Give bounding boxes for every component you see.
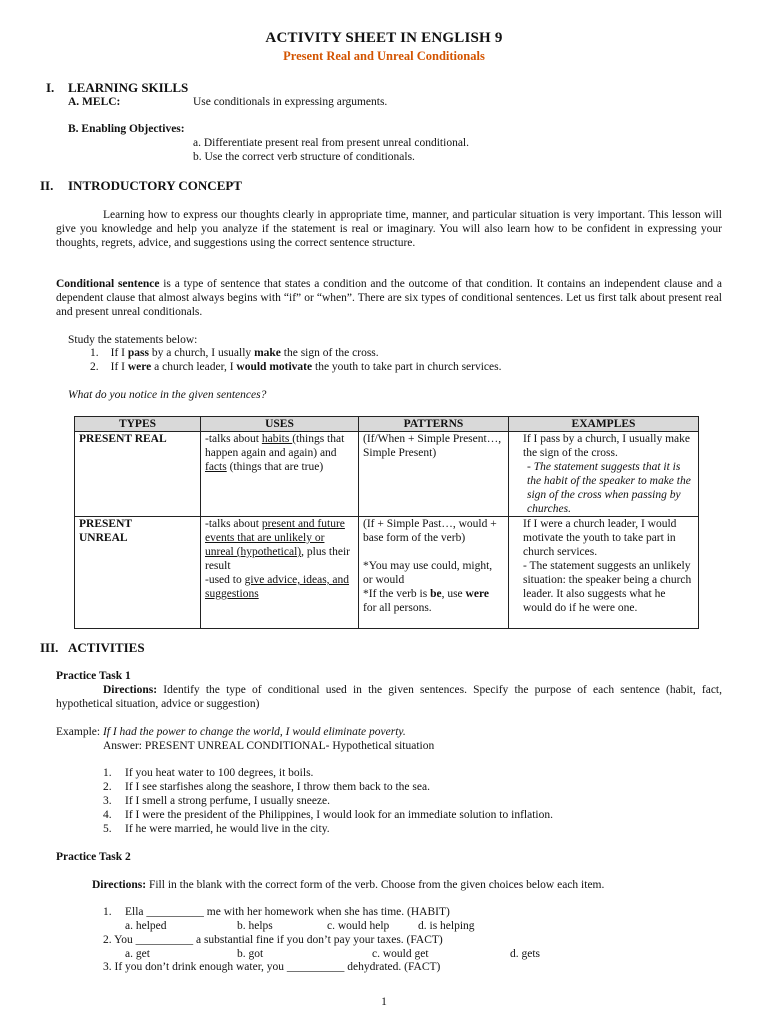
task-1-directions-label: Directions: [103, 684, 158, 696]
statement-1 [90, 346, 379, 360]
header-types: TYPES [75, 417, 201, 432]
task-2-directions [92, 878, 604, 892]
were-note-e: for all persons. [363, 602, 432, 614]
task-2-directions-text: Fill in the blank with the correct form of the verb. Choose from the given choices below each item. [146, 879, 605, 891]
uses-unreal-text-c: , plus their result [205, 546, 350, 572]
statement-1-verb-pass: pass [127, 347, 149, 359]
task-1-item [103, 822, 330, 836]
question-2-choice-a: a. get [125, 948, 150, 960]
statement-2-part-c: a church leader, I [151, 361, 237, 373]
question-1-choice-d: d. is helping [418, 920, 475, 932]
page-subtitle: Present Real and Unreal Conditionals [283, 49, 485, 63]
uses-real-habits: habits [261, 433, 293, 445]
uses-real-text-e: (things that are true) [226, 461, 324, 473]
conditional-definition-paragraph [56, 277, 722, 319]
section-2-heading: INTRODUCTORY CONCEPT [68, 178, 242, 193]
question-3: 3. If you don’t drink enough water, you __________ dehydrated. (FACT) [103, 961, 441, 973]
section-1-number: I. [46, 80, 55, 95]
task-1-item [103, 766, 314, 780]
question-2-choice-c: c. would get [372, 948, 429, 960]
example-label: Example: [56, 726, 103, 738]
task-1-item-text: If I smell a strong perfume, I usually sneeze. [125, 795, 331, 807]
task-1-item-number: 5. [103, 823, 112, 835]
question-1-choice-b: b. helps [237, 920, 273, 932]
statement-2 [90, 360, 502, 374]
type-unreal-line-1: PRESENT [79, 518, 133, 530]
page-title: ACTIVITY SHEET IN ENGLISH 9 [265, 30, 503, 46]
task-1-title: Practice Task 1 [56, 670, 131, 682]
pattern-unreal-structure: (If + Simple Past…, would + base form of the verb) [363, 518, 497, 544]
header-patterns: PATTERNS [359, 417, 509, 432]
uses-real-text-c: (things that happen again and again) and [205, 433, 345, 459]
melc-text: Use conditionals in expressing arguments. [193, 96, 388, 108]
question-1-choice-a: a. helped [125, 920, 167, 932]
section-1-heading: LEARNING SKILLS [68, 80, 189, 95]
objectives-label: B. Enabling Objectives: [68, 123, 185, 135]
uses-present-real [201, 432, 359, 517]
task-1-item-number: 2. [103, 781, 112, 793]
were-note-c: , use [441, 588, 466, 600]
uses-real-text-a: -talks about [205, 433, 262, 445]
question-1-text: Ella __________ me with her homework when she has time. (HABIT) [125, 906, 450, 918]
example-unreal-explanation: - The statement suggests an unlikely situation: the speaker being a church leader. It also suggests what he would do if he were one. [523, 560, 692, 614]
task-2-title: Practice Task 2 [56, 851, 131, 863]
statement-2-number: 2. [90, 361, 99, 373]
statement-1-part-c: by a church, I usually [148, 347, 255, 359]
conditionals-table [74, 416, 699, 629]
uses-unreal-text-a: -talks about [205, 518, 262, 530]
section-3-heading: ACTIVITIES [68, 640, 145, 655]
task-1-item [103, 794, 331, 808]
task-2-directions-label: Directions: [92, 879, 147, 891]
statement-1-part-e: the sign of the cross. [280, 347, 379, 359]
example-unreal-sentence: If I were a church leader, I would motivate the youth to take part in church services. [523, 518, 677, 558]
statement-2-part-e: the youth to take part in church services. [312, 361, 502, 373]
conditional-definition-text: is a type of sentence that states a condition and the outcome of that condition. It contains an independent clause and a dependent clause that almost always begins with “if” or “when”. There are six types of conditional sentences. Let us first talk about present real and present unreal conditionals. [56, 278, 722, 318]
task-1-item-text: If he were married, he would live in the city. [125, 823, 330, 835]
task-1-item [103, 780, 430, 794]
task-1-item-text: If I see starfishes along the seashore, I throw them back to the sea. [125, 781, 430, 793]
statement-1-number: 1. [90, 347, 99, 359]
task-1-item-number: 1. [103, 767, 112, 779]
question-1-choice-c: c. would help [327, 920, 390, 932]
example-present-unreal [509, 517, 699, 629]
were-note-be: be [430, 588, 442, 600]
melc-label: A. MELC: [68, 96, 121, 108]
intro-paragraph: Learning how to express our thoughts clearly in appropriate time, manner, and particular situation is very important. This lesson will give you knowledge and help you analyze if the statement is real or imaginary. You will also learn how to be confident in expressing your thoughts, regrets, advice, and suggestions using the correct sentence structure. [56, 209, 722, 249]
uses-real-facts: facts [205, 461, 227, 473]
uses-unreal-events: present and future events that are unlikely or unreal (hypothetical) [205, 518, 345, 558]
header-examples: EXAMPLES [509, 417, 699, 432]
task-1-item [103, 808, 553, 822]
question-2-choice-b: b. got [237, 948, 264, 960]
conditional-sentence-term: Conditional sentence [56, 278, 160, 290]
statement-1-verb-make: make [254, 347, 281, 359]
table-header-row [75, 417, 699, 432]
example-present-real [509, 432, 699, 517]
pattern-present-unreal [359, 517, 509, 629]
table-row-present-real [75, 432, 699, 517]
uses-unreal-text-d: -used to [205, 574, 245, 586]
notice-question: What do you notice in the given sentences? [68, 389, 267, 401]
page-number: 1 [381, 996, 387, 1008]
objective-b: b. Use the correct verb structure of conditionals. [193, 151, 415, 163]
were-note-a: *If the verb is [363, 588, 431, 600]
type-present-unreal [75, 517, 201, 629]
task-1-directions-text: Identify the type of conditional used in the given sentences. Specify the purpose of each sentence (habit, fact, hypothetical situation, advice or suggestion) [56, 684, 722, 710]
question-2: 2. You __________ a substantial fine if you don’t pay your taxes. (FACT) [103, 934, 443, 946]
question-1 [103, 905, 450, 919]
statement-1-part-a: If I [110, 347, 128, 359]
section-3-number: III. [40, 640, 59, 655]
statement-2-verb-were: were [127, 361, 152, 373]
were-note-were: were [465, 588, 489, 600]
task-1-item-number: 3. [103, 795, 112, 807]
header-uses: USES [201, 417, 359, 432]
example-real-explanation: - The statement suggests that it is the habit of the speaker to make the sign of the cross when passing by churches. [527, 461, 691, 515]
section-2-number: II. [40, 178, 54, 193]
type-present-real: PRESENT REAL [75, 432, 201, 517]
task-1-item-number: 4. [103, 809, 112, 821]
statement-2-verb-would-motivate: would motivate [236, 361, 313, 373]
question-2-choice-d: d. gets [510, 948, 541, 960]
uses-present-unreal [201, 517, 359, 629]
task-1-directions [56, 683, 722, 711]
statement-2-part-a: If I [110, 361, 128, 373]
example-real-sentence: If I pass by a church, I usually make the sign of the cross. [523, 433, 691, 459]
pattern-unreal-were-note [363, 587, 504, 615]
uses-unreal-advice: give advice, ideas, and suggestions [205, 574, 350, 600]
study-intro: Study the statements below: [68, 334, 198, 346]
pattern-present-real: (If/When + Simple Present…, Simple Present) [359, 432, 509, 517]
table-row-present-unreal [75, 517, 699, 629]
objective-a: a. Differentiate present real from present unreal conditional. [193, 137, 469, 149]
example-sentence: If I had the power to change the world, I would eliminate poverty. [102, 726, 406, 738]
example-answer: Answer: PRESENT UNREAL CONDITIONAL- Hypothetical situation [103, 740, 435, 752]
question-1-number: 1. [103, 906, 112, 918]
task-1-item-text: If I were the president of the Philippines, I would look for an immediate solution to inflation. [125, 809, 553, 821]
type-unreal-line-2: UNREAL [79, 532, 128, 544]
example-line [56, 725, 406, 739]
pattern-unreal-modal-note: *You may use could, might, or would [363, 560, 493, 586]
task-1-item-text: If you heat water to 100 degrees, it boils. [125, 767, 314, 779]
